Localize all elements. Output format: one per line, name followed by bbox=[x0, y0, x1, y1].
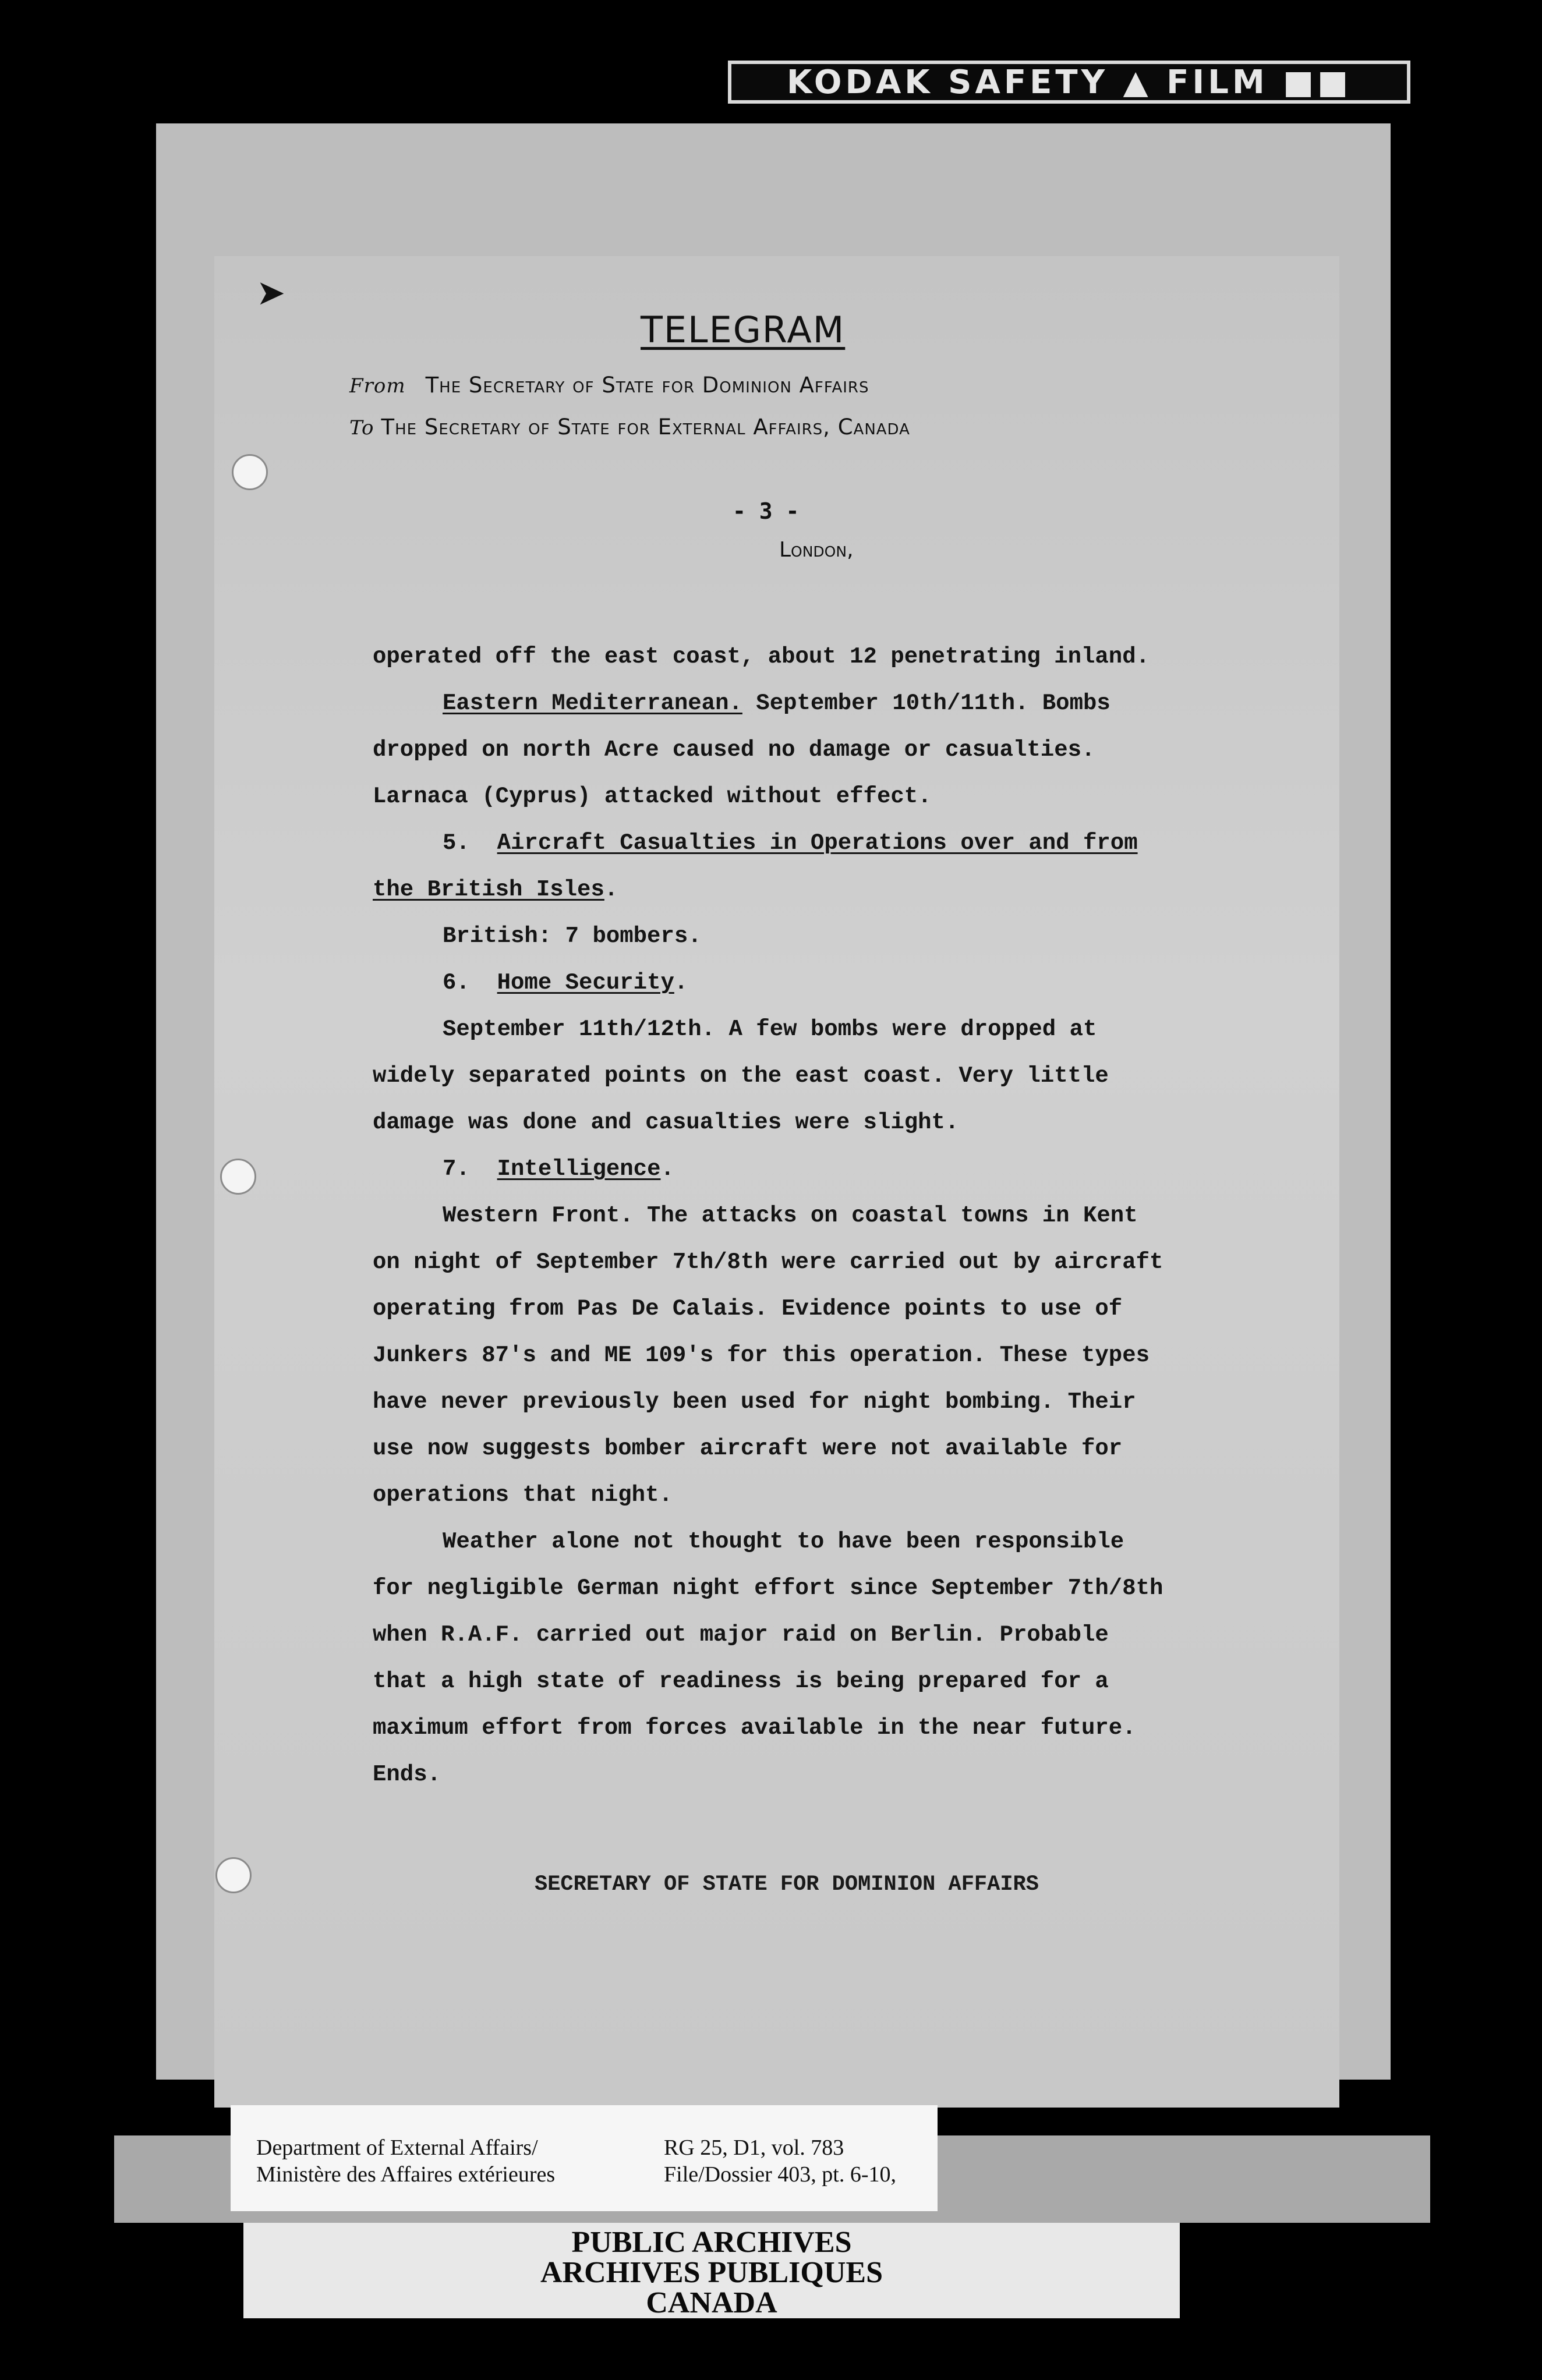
body-line: September 11th/12th. A few bombs were dropped at bbox=[443, 1017, 1097, 1042]
section-number: 5. bbox=[443, 830, 470, 856]
section-heading: Eastern Mediterranean. bbox=[443, 690, 742, 716]
body-line: Junkers 87's and ME 109's for this operation. These types bbox=[373, 1343, 1150, 1368]
body-line: that a high state of readiness is being prepared for a bbox=[373, 1669, 1109, 1694]
body-line: British: 7 bombers. bbox=[443, 923, 702, 949]
department-fr: Ministère des Affaires extérieures bbox=[256, 2162, 556, 2187]
telegram-title: TELEGRAM bbox=[641, 309, 846, 351]
city-line: London, bbox=[779, 538, 854, 562]
telegram-body bbox=[373, 633, 1223, 1798]
body-line: the British Isles. bbox=[373, 877, 618, 902]
body-line: dropped on north Acre caused no damage or casualties. bbox=[373, 737, 1095, 763]
body-line: operations that night. bbox=[373, 1482, 673, 1508]
body-line bbox=[373, 820, 1223, 866]
film-banner-text: KODAK SAFETY ▲ FILM ■■ bbox=[786, 63, 1352, 101]
to-value: The Secretary of State for External Affairs, Canada bbox=[381, 415, 910, 440]
to-line bbox=[349, 415, 910, 440]
body-line: have never previously been used for night bombing. Their bbox=[373, 1389, 1136, 1415]
reference-label bbox=[664, 2134, 896, 2188]
body-line: operated off the east coast, about 12 penetrating inland. bbox=[373, 644, 1150, 670]
arrow-mark-icon: ➤ bbox=[256, 272, 286, 313]
archive-stamp-line: CANADA bbox=[646, 2286, 777, 2319]
department-en: Department of External Affairs/ bbox=[256, 2135, 538, 2160]
body-line: operating from Pas De Calais. Evidence points to use of bbox=[373, 1296, 1123, 1322]
body-line: 7. Intelligence. bbox=[443, 1156, 674, 1182]
body-line: use now suggests bomber aircraft were not available for bbox=[373, 1436, 1123, 1461]
body-line: Eastern Mediterranean. September 10th/11th. Bombs bbox=[443, 690, 1110, 716]
body-line: Weather alone not thought to have been responsible bbox=[443, 1529, 1124, 1554]
archive-stamp-line: PUBLIC ARCHIVES bbox=[571, 2226, 852, 2259]
body-line: for negligible German night effort since September 7th/8th bbox=[373, 1575, 1163, 1601]
body-line: Larnaca (Cyprus) attacked without effect. bbox=[373, 784, 932, 809]
section-number: 7. bbox=[443, 1156, 470, 1182]
section-heading: Aircraft Casualties in Operations over and from bbox=[497, 830, 1138, 856]
section-number: 6. bbox=[443, 970, 470, 996]
archive-stamp bbox=[243, 2227, 1180, 2318]
body-line: damage was done and casualties were slight. bbox=[373, 1110, 959, 1135]
from-line bbox=[349, 373, 869, 398]
body-line: on night of September 7th/8th were carried out by aircraft bbox=[373, 1249, 1163, 1275]
body-line: when R.A.F. carried out major raid on Berlin. Probable bbox=[373, 1622, 1109, 1648]
department-label bbox=[256, 2134, 555, 2188]
body-line: widely separated points on the east coast. Very little bbox=[373, 1063, 1109, 1089]
archive-stamp-line: ARCHIVES PUBLIQUES bbox=[540, 2256, 883, 2289]
punch-hole bbox=[215, 1857, 252, 1893]
body-line: Ends. bbox=[373, 1762, 441, 1787]
punch-hole bbox=[220, 1159, 256, 1195]
section-heading: Home Security bbox=[497, 970, 674, 996]
to-label: To bbox=[349, 416, 374, 440]
body-line: 6. Home Security. bbox=[443, 970, 688, 996]
film-edge-banner bbox=[728, 61, 1410, 104]
page-number: - 3 - bbox=[733, 498, 800, 524]
from-label: From bbox=[349, 374, 406, 398]
from-value: The Secretary of State for Dominion Affairs bbox=[425, 373, 869, 398]
reference-file: File/Dossier 403, pt. 6-10, bbox=[664, 2162, 896, 2187]
section-heading: Intelligence bbox=[497, 1156, 661, 1182]
signature-line: SECRETARY OF STATE FOR DOMINION AFFAIRS bbox=[535, 1872, 1039, 1897]
body-line: maximum effort from forces available in the near future. bbox=[373, 1715, 1136, 1741]
reference-volume: RG 25, D1, vol. 783 bbox=[664, 2135, 844, 2160]
body-line: Western Front. The attacks on coastal towns in Kent bbox=[443, 1203, 1138, 1228]
section-heading: the British Isles bbox=[373, 877, 604, 902]
punch-hole bbox=[232, 454, 268, 490]
